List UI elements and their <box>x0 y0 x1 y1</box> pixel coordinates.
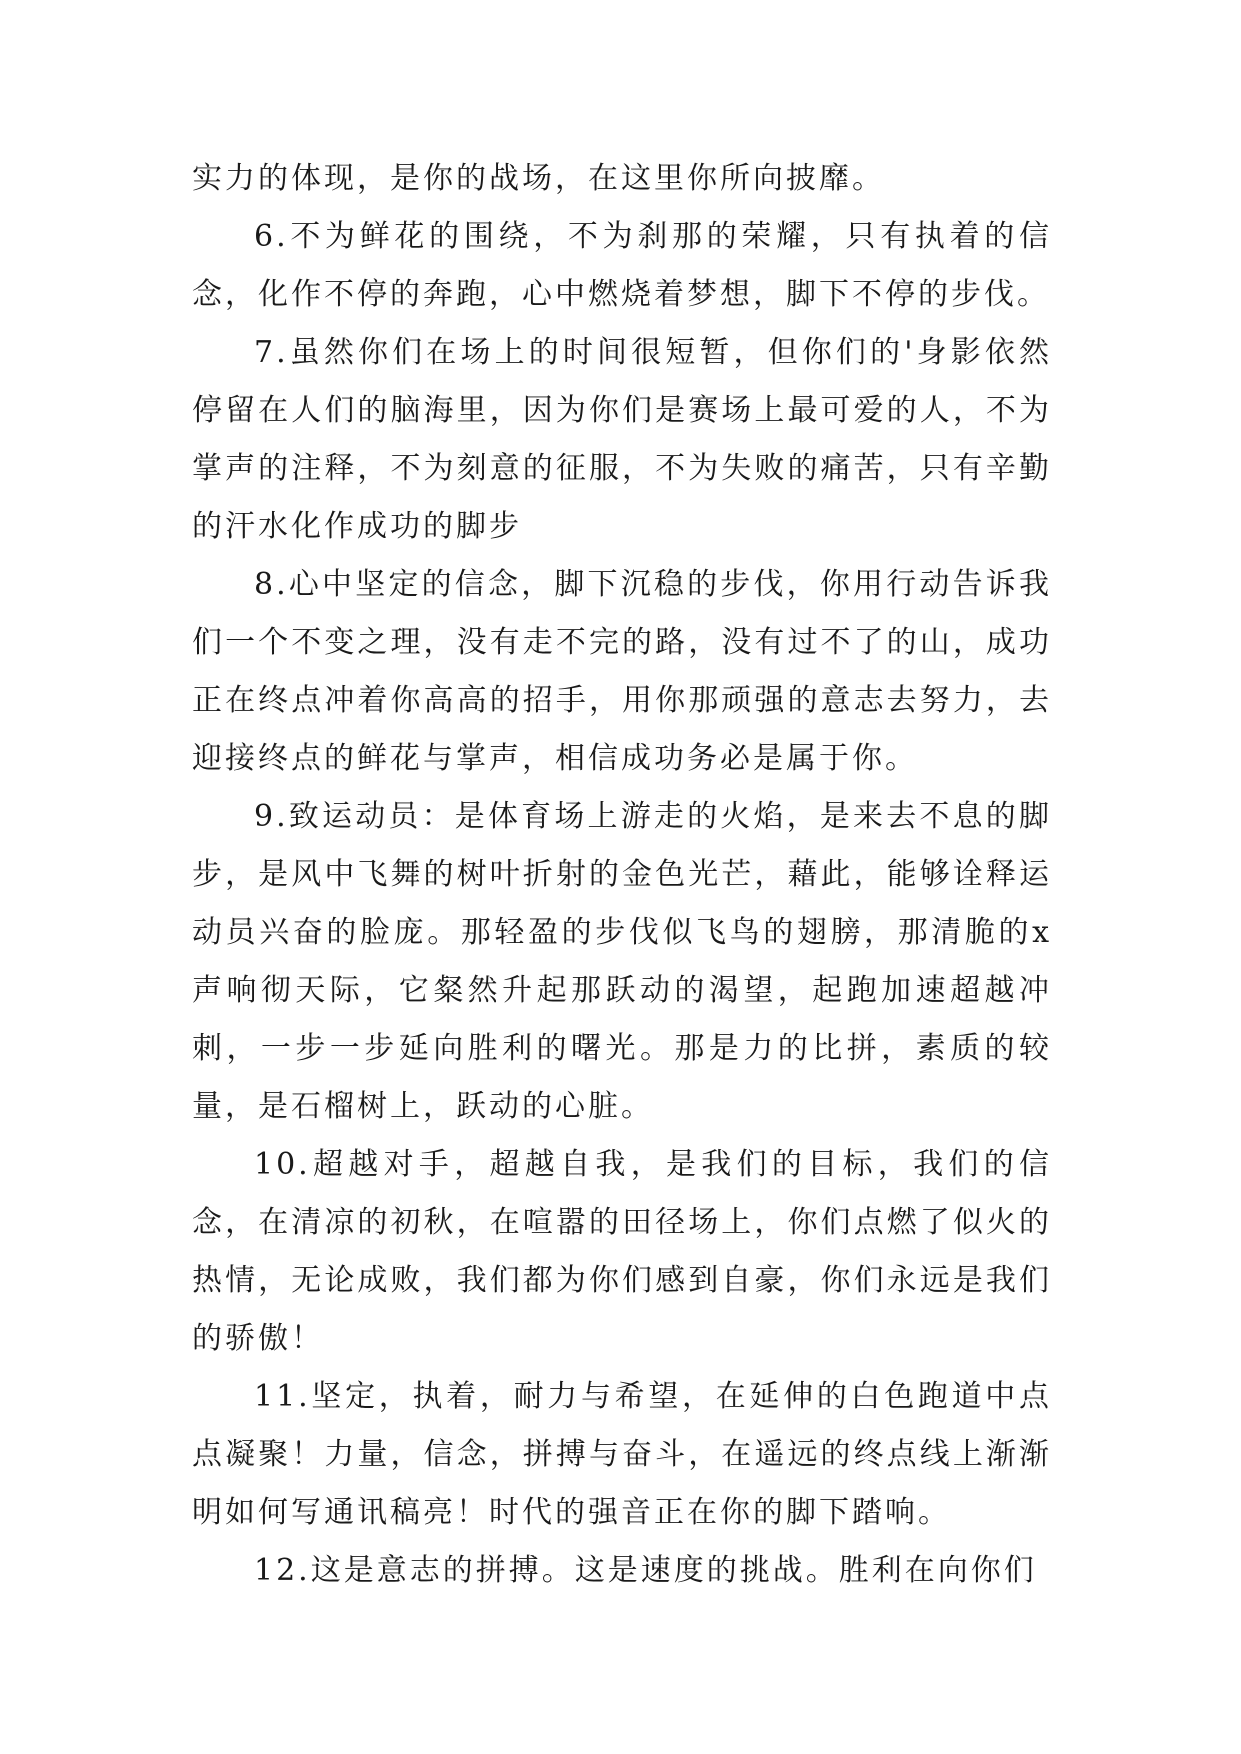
paragraph-12: 12.这是意志的拼搏。这是速度的挑战。胜利在向你们 <box>254 1553 1037 1588</box>
paragraph-7: 7.虽然你们在场上的时间很短暂，但你们的'身影依然停留在人们的脑海里，因为你们是赛场上最可爱的人，不为掌声的注释，不为刻意的征服，不为失败的痛苦，只有辛勤的汗水化作成功的脚步 <box>192 335 1052 544</box>
paragraph-9: 9.致运动员：是体育场上游走的火焰，是来去不息的脚步，是风中飞舞的树叶折射的金色光芒，藉此，能够诠释运动员兴奋的脸庞。那轻盈的步伐似飞鸟的翅膀，那清脆的x声响彻天际，它粲然升起那跃动的渴望，起跑加速超越冲刺，一步一步延向胜利的曙光。那是力的比拼，素质的较量，是石榴树上，跃动的心脏。 <box>192 799 1052 1124</box>
paragraph-6: 6.不为鲜花的围绕，不为刹那的荣耀，只有执着的信念，化作不停的奔跑，心中燃烧着梦想，脚下不停的步伐。 <box>192 219 1052 312</box>
paragraph-continuation: 实力的体现，是你的战场，在这里你所向披靡。 <box>192 161 885 196</box>
paragraph-11: 11.坚定，执着，耐力与希望，在延伸的白色跑道中点点凝聚！力量，信念，拼搏与奋斗，在遥远的终点线上渐渐明如何写通讯稿亮！时代的强音正在你的脚下踏响。 <box>192 1379 1052 1530</box>
paragraph-10: 10.超越对手，超越自我，是我们的目标，我们的信念，在清凉的初秋，在喧嚣的田径场上，你们点燃了似火的热情，无论成败，我们都为你们感到自豪，你们永远是我们的骄傲！ <box>192 1147 1052 1356</box>
document-body <box>192 150 1052 1600</box>
paragraph-8: 8.心中坚定的信念，脚下沉稳的步伐，你用行动告诉我们一个不变之理，没有走不完的路，没有过不了的山，成功正在终点冲着你高高的招手，用你那顽强的意志去努力，去迎接终点的鲜花与掌声，相信成功务必是属于你。 <box>192 567 1052 776</box>
